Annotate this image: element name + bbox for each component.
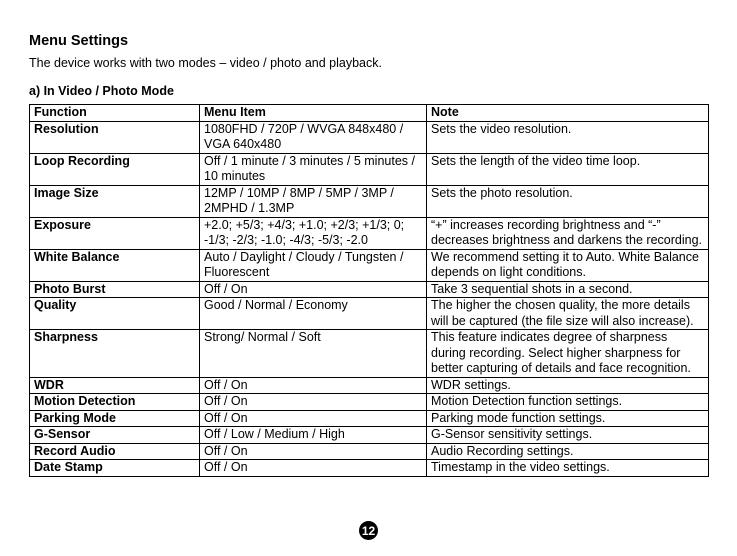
menu-item-cell: 12MP / 10MP / 8MP / 5MP / 3MP / 2MPHD / 1.3MP	[200, 185, 427, 217]
function-cell: Parking Mode	[30, 410, 200, 427]
header-note: Note	[427, 105, 709, 122]
section-heading: a) In Video / Photo Mode	[29, 84, 174, 98]
menu-item-cell: Off / Low / Medium / High	[200, 427, 427, 444]
intro-text: The device works with two modes – video / photo and playback.	[29, 56, 382, 70]
menu-item-cell: Off / On	[200, 410, 427, 427]
table-row	[30, 153, 709, 185]
table-row	[30, 443, 709, 460]
function-cell: Date Stamp	[30, 460, 200, 477]
table-row	[30, 394, 709, 411]
note-cell: Audio Recording settings.	[427, 443, 709, 460]
menu-item-cell: Auto / Daylight / Cloudy / Tungsten / Fluorescent	[200, 249, 427, 281]
table-row	[30, 217, 709, 249]
menu-item-cell: Off / On	[200, 443, 427, 460]
note-cell: This feature indicates degree of sharpness during recording. Select higher sharpness for better capturing of details and face recognition.	[427, 330, 709, 378]
note-cell: Sets the photo resolution.	[427, 185, 709, 217]
menu-item-cell: Good / Normal / Economy	[200, 298, 427, 330]
menu-item-cell: +2.0; +5/3; +4/3; +1.0; +2/3; +1/3; 0; -1/3; -2/3; -1.0; -4/3; -5/3; -2.0	[200, 217, 427, 249]
function-cell: G-Sensor	[30, 427, 200, 444]
note-cell: WDR settings.	[427, 377, 709, 394]
page-number-badge: 12	[359, 521, 378, 540]
note-cell: The higher the chosen quality, the more details will be captured (the file size will also increase).	[427, 298, 709, 330]
header-menu-item: Menu Item	[200, 105, 427, 122]
function-cell: White Balance	[30, 249, 200, 281]
note-cell: We recommend setting it to Auto. White Balance depends on light conditions.	[427, 249, 709, 281]
function-cell: Exposure	[30, 217, 200, 249]
table-row	[30, 185, 709, 217]
note-cell: “+” increases recording brightness and “-” decreases brightness and darkens the recording.	[427, 217, 709, 249]
function-cell: Motion Detection	[30, 394, 200, 411]
function-cell: Loop Recording	[30, 153, 200, 185]
note-cell: Parking mode function settings.	[427, 410, 709, 427]
function-cell: Sharpness	[30, 330, 200, 378]
table-row	[30, 377, 709, 394]
menu-item-cell: Off / On	[200, 281, 427, 298]
table-row	[30, 427, 709, 444]
menu-item-cell: Strong/ Normal / Soft	[200, 330, 427, 378]
table-row	[30, 410, 709, 427]
note-cell: Take 3 sequential shots in a second.	[427, 281, 709, 298]
function-cell: Record Audio	[30, 443, 200, 460]
note-cell: Sets the length of the video time loop.	[427, 153, 709, 185]
menu-item-cell: Off / On	[200, 394, 427, 411]
settings-table	[29, 104, 709, 477]
table-row	[30, 298, 709, 330]
menu-item-cell: Off / 1 minute / 3 minutes / 5 minutes / 10 minutes	[200, 153, 427, 185]
table-row	[30, 249, 709, 281]
table-row	[30, 121, 709, 153]
menu-item-cell: Off / On	[200, 460, 427, 477]
table-row	[30, 330, 709, 378]
note-cell: Motion Detection function settings.	[427, 394, 709, 411]
note-cell: Timestamp in the video settings.	[427, 460, 709, 477]
table-header-row	[30, 105, 709, 122]
page-title: Menu Settings	[29, 33, 129, 49]
function-cell: Image Size	[30, 185, 200, 217]
table-row	[30, 460, 709, 477]
menu-item-cell: 1080FHD / 720P / WVGA 848x480 / VGA 640x480	[200, 121, 427, 153]
note-cell: G-Sensor sensitivity settings.	[427, 427, 709, 444]
function-cell: Quality	[30, 298, 200, 330]
function-cell: WDR	[30, 377, 200, 394]
note-cell: Sets the video resolution.	[427, 121, 709, 153]
table-row	[30, 281, 709, 298]
function-cell: Resolution	[30, 121, 200, 153]
function-cell: Photo Burst	[30, 281, 200, 298]
header-function: Function	[30, 105, 200, 122]
menu-item-cell: Off / On	[200, 377, 427, 394]
